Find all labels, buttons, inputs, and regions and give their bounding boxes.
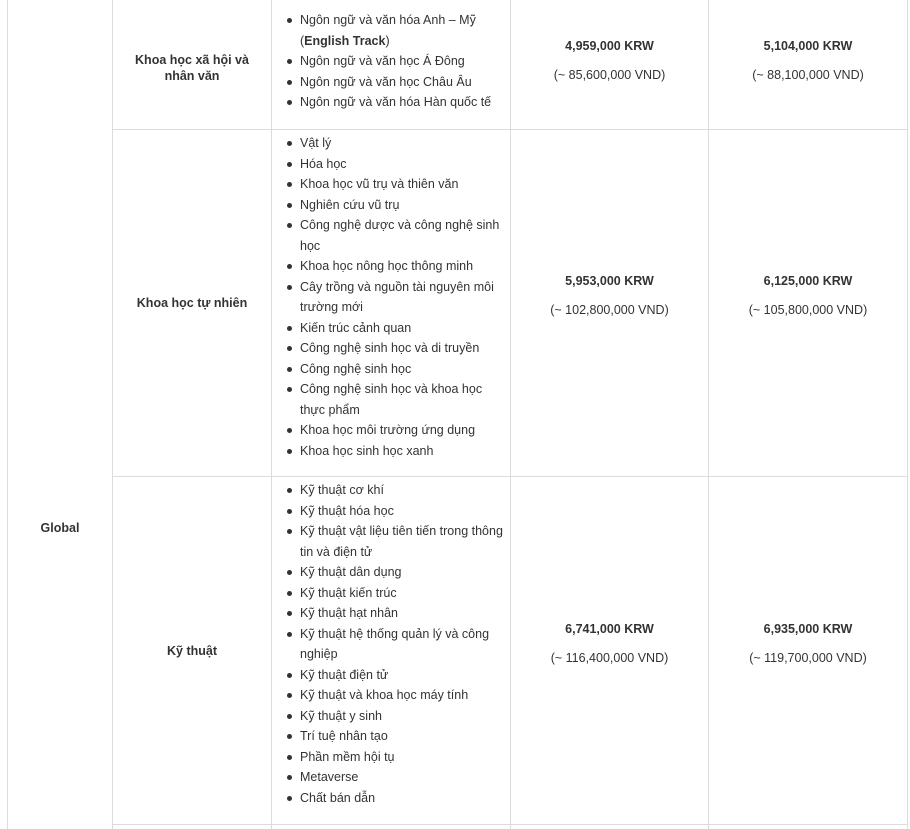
list-item: Khoa học nông học thông minh bbox=[272, 256, 510, 277]
list-item: Kỹ thuật điện tử bbox=[272, 665, 510, 686]
list-item: Kỹ thuật và khoa học máy tính bbox=[272, 685, 510, 706]
fee-cell bbox=[709, 621, 907, 666]
english-track-emphasis: English Track bbox=[304, 33, 386, 48]
list-item: Ngôn ngữ và văn học Châu Âu bbox=[272, 72, 510, 93]
row-divider bbox=[112, 824, 908, 825]
fee-krw: 6,125,000 KRW bbox=[763, 274, 853, 288]
column-divider bbox=[708, 0, 709, 829]
english-track-label: (English Track) bbox=[300, 33, 390, 48]
fee-cell bbox=[709, 38, 907, 83]
group-label: Global bbox=[40, 520, 80, 535]
list-item: Kỹ thuật kiến trúc bbox=[272, 583, 510, 604]
list-item: Khoa học vũ trụ và thiên văn bbox=[272, 174, 510, 195]
list-item: Metaverse bbox=[272, 767, 510, 788]
fee-krw: 6,935,000 KRW bbox=[763, 622, 853, 636]
field-name: Kỹ thuật bbox=[167, 643, 217, 658]
list-item: Chất bán dẫn bbox=[272, 788, 510, 809]
list-item: Cây trồng và nguồn tài nguyên môi trường mới bbox=[272, 277, 510, 318]
list-item: Ngôn ngữ và văn học Á Đông bbox=[272, 51, 510, 72]
list-item: Kỹ thuật hạt nhân bbox=[272, 603, 510, 624]
list-item: Kiến trúc cảnh quan bbox=[272, 318, 510, 339]
fee-vnd: (~ 119,700,000 VND) bbox=[749, 651, 867, 665]
list-item: Trí tuệ nhân tạo bbox=[272, 726, 510, 747]
list-item: Kỹ thuật cơ khí bbox=[272, 480, 510, 501]
list-item: Vật lý bbox=[272, 133, 510, 154]
fee-cell bbox=[709, 273, 907, 318]
list-item: Hóa học bbox=[272, 154, 510, 175]
list-item bbox=[272, 31, 510, 52]
list-item: Công nghệ sinh học và di truyền bbox=[272, 338, 510, 359]
fee-krw: 5,953,000 KRW bbox=[565, 274, 654, 288]
list-item: Kỹ thuật hóa học bbox=[272, 501, 510, 522]
list-item: Công nghệ sinh học bbox=[272, 359, 510, 380]
majors-list bbox=[272, 10, 510, 113]
fee-cell bbox=[511, 621, 708, 666]
list-item: Khoa học sinh học xanh bbox=[272, 441, 510, 462]
table-border-right bbox=[907, 0, 908, 829]
fee-krw: 5,104,000 KRW bbox=[763, 39, 853, 53]
list-item: Kỹ thuật vật liệu tiên tiến trong thông tin và điện tử bbox=[272, 521, 510, 562]
fee-vnd: (~ 102,800,000 VND) bbox=[550, 303, 669, 317]
list-item: Ngôn ngữ và văn hóa Anh – Mỹ bbox=[272, 10, 510, 31]
fee-vnd: (~ 85,600,000 VND) bbox=[553, 68, 666, 82]
column-divider bbox=[510, 0, 511, 829]
fee-vnd: (~ 88,100,000 VND) bbox=[752, 68, 864, 82]
list-item: Nghiên cứu vũ trụ bbox=[272, 195, 510, 216]
list-item: Công nghệ sinh học và khoa học thực phẩm bbox=[272, 379, 510, 420]
list-item: Kỹ thuật dân dụng bbox=[272, 562, 510, 583]
majors-list bbox=[272, 480, 510, 808]
list-item: Phần mềm hội tụ bbox=[272, 747, 510, 768]
fee-krw: 6,741,000 KRW bbox=[565, 622, 654, 636]
fee-krw: 4,959,000 KRW bbox=[565, 39, 654, 53]
majors-list bbox=[272, 133, 510, 461]
fee-cell bbox=[511, 38, 708, 83]
fee-vnd: (~ 116,400,000 VND) bbox=[550, 651, 669, 665]
field-name: Khoa học tự nhiên bbox=[136, 296, 248, 310]
list-item: Kỹ thuật hệ thống quản lý và công nghiệp bbox=[272, 624, 510, 665]
fee-vnd: (~ 105,800,000 VND) bbox=[748, 303, 868, 317]
list-item: Kỹ thuật y sinh bbox=[272, 706, 510, 727]
field-name: Khoa học xã hội và nhân văn bbox=[135, 53, 249, 83]
fee-cell bbox=[511, 273, 708, 318]
list-item: Ngôn ngữ và văn hóa Hàn quốc tế bbox=[272, 92, 510, 113]
list-item: Khoa học môi trường ứng dụng bbox=[272, 420, 510, 441]
list-item: Công nghệ dược và công nghệ sinh học bbox=[272, 215, 510, 256]
